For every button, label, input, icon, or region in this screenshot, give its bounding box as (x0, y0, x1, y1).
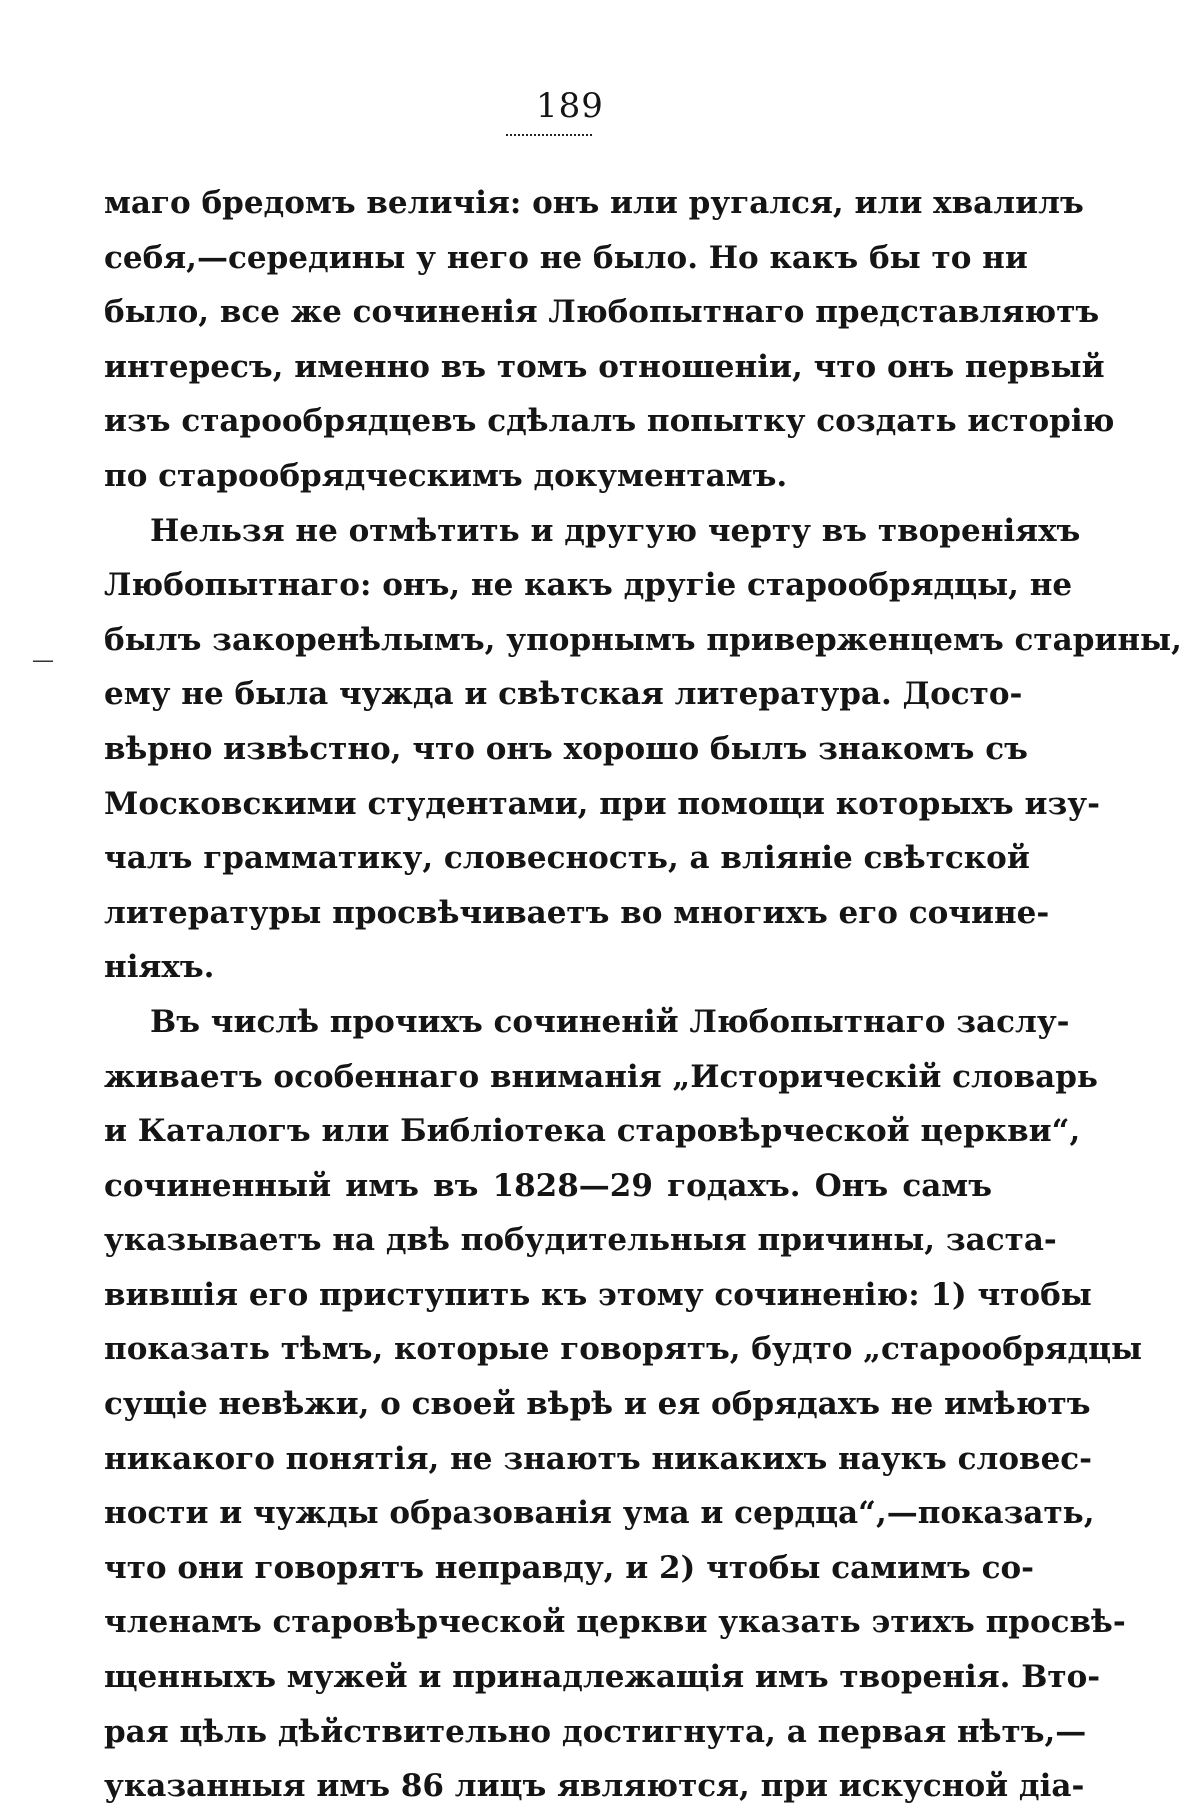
text-line: по старообрядческимъ документамъ. (104, 457, 788, 494)
text-line: никакого понятія, не знаютъ никакихъ наукъ словес- (104, 1440, 1093, 1477)
text-line: что они говорятъ неправду, и 2) чтобы самимъ со- (104, 1549, 1034, 1586)
text-line: себя,—середины у него не было. Но какъ бы то ни (104, 239, 1028, 276)
text-line: ніяхъ. (104, 949, 215, 986)
text-line: сущіе невѣжи, о своей вѣрѣ и ея обрядахъ не имѣютъ (104, 1386, 1091, 1423)
margin-mark: — (32, 648, 54, 673)
text-line: было, все же сочиненія Любопытнаго представляютъ (104, 294, 1100, 331)
text-line: интересъ, именно въ томъ отношеніи, что онъ первый (104, 348, 1105, 385)
text-line: живаетъ особеннаго вниманія „Историческій словарь (104, 1058, 1098, 1095)
text-line: литературы просвѣчиваетъ во многихъ его сочине- (104, 894, 1050, 931)
text-line: былъ закоренѣлымъ, упорнымъ приверженцемъ старины, (104, 621, 1182, 658)
text-line: Въ числѣ прочихъ сочиненій Любопытнаго заслу- (150, 1003, 1070, 1040)
text-line: рая цѣль дѣйствительно достигнута, а первая нѣтъ,— (104, 1713, 1087, 1750)
text-line: показать тѣмъ, которые говорятъ, будто „старообрядцы (104, 1331, 1143, 1368)
text-line: маго бредомъ величія: онъ или ругался, или хвалилъ (104, 185, 1084, 221)
text-line: членамъ старовѣрческой церкви указать этихъ просвѣ- (104, 1604, 1126, 1641)
text-line: ности и чужды образованія ума и сердца“,—показать, (104, 1495, 1095, 1532)
text-line: изъ старообрядцевъ сдѣлалъ попытку создать исторію (104, 403, 1115, 440)
text-line: указанныя имъ 86 лицъ являются, при искусной діа- (104, 1768, 1085, 1805)
text-line: ему не была чужда и свѣтская литература. Досто- (104, 676, 1023, 713)
text-line: сочиненный имъ въ 1828—29 годахъ. Онъ самъ (104, 1167, 992, 1204)
text-line: указываетъ на двѣ побудительныя причины, заста- (104, 1222, 1057, 1259)
text-line: щенныхъ мужей и принадлежащія имъ творенія. Вто- (104, 1659, 1101, 1696)
text-line: Любопытнаго: онъ, не какъ другіе старообрядцы, не (104, 567, 1073, 604)
page-number-rule (506, 134, 592, 136)
page-number: 189 (536, 86, 604, 126)
text-line: Нельзя не отмѣтить и другую черту въ твореніяхъ (150, 512, 1081, 549)
body-text (104, 176, 1182, 1814)
text-line: чалъ грамматику, словесность, а вліяніе свѣтской (104, 840, 1030, 877)
text-line: вѣрно извѣстно, что онъ хорошо былъ знакомъ съ (104, 730, 1028, 767)
text-line: Московскими студентами, при помощи которыхъ изу- (104, 785, 1100, 822)
text-line: вившія его приступить къ этому сочиненію: 1) чтобы (104, 1276, 1092, 1313)
text-line: и Каталогъ или Библіотека старовѣрческой церкви“, (104, 1113, 1081, 1150)
